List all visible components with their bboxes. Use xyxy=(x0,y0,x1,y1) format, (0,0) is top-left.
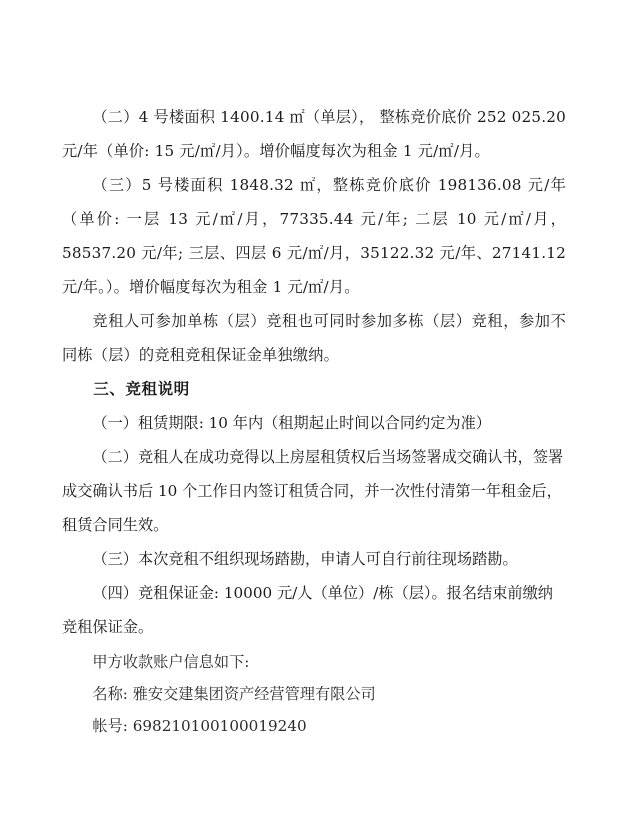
section-heading-bidding-instructions: 三、竞租说明 xyxy=(93,379,190,398)
paragraph-item-2-building4: （二）4 号楼面积 1400.14 ㎡（单层）， 整栋竞价底价 252 025.20 元/年（单价: 15 元/㎡/月）。增价幅度每次为租金 1 元/㎡/月。 xyxy=(62,108,566,160)
account-name-line: 名称: 雅安交建集团资产经营管理有限公司 xyxy=(92,685,376,703)
section-item-deposit: （四）竞租保证金: 10000 元/人（单位）/栋（层）。报名结束前缴纳竞租保证金。 xyxy=(62,584,553,636)
account-number-line: 帐号: 698210100100019240 xyxy=(92,717,307,735)
section-item-site-visit: （三）本次竞租不组织现场踏勘，申请人可自行前往现场踏勘。 xyxy=(92,550,518,568)
section-item-lease-term: （一）租赁期限: 10 年内（租期起止时间以合同约定为准） xyxy=(92,414,491,432)
account-intro: 甲方收款账户信息如下: xyxy=(92,653,250,671)
paragraph-bidder-note: 竞租人可参加单栋（层）竞租也可同时参加多栋（层）竞租，参加不同栋（层）的竞租竞租保证金单独缴纳。 xyxy=(62,312,566,364)
section-item-confirmation: （二）竞租人在成功竞得以上房屋租赁权后当场签署成交确认书，签署成交确认书后 10 个工作日内签订租赁合同，并一次性付清第一年租金后，租赁合同生效。 xyxy=(62,448,564,534)
paragraph-item-3-building5: （三）5 号楼面积 1848.32 ㎡，整栋竞价底价 198136.08 元/年（单价: 一层 13 元/㎡/月，77335.44 元/年; 二层 10 元/㎡/月，58537.20 元/年; 三层、四层 6 元/㎡/月，35122.32 元/年、27141.12 元/年。）。增价幅度每次为租金 1 元/㎡/月。 xyxy=(62,176,566,296)
